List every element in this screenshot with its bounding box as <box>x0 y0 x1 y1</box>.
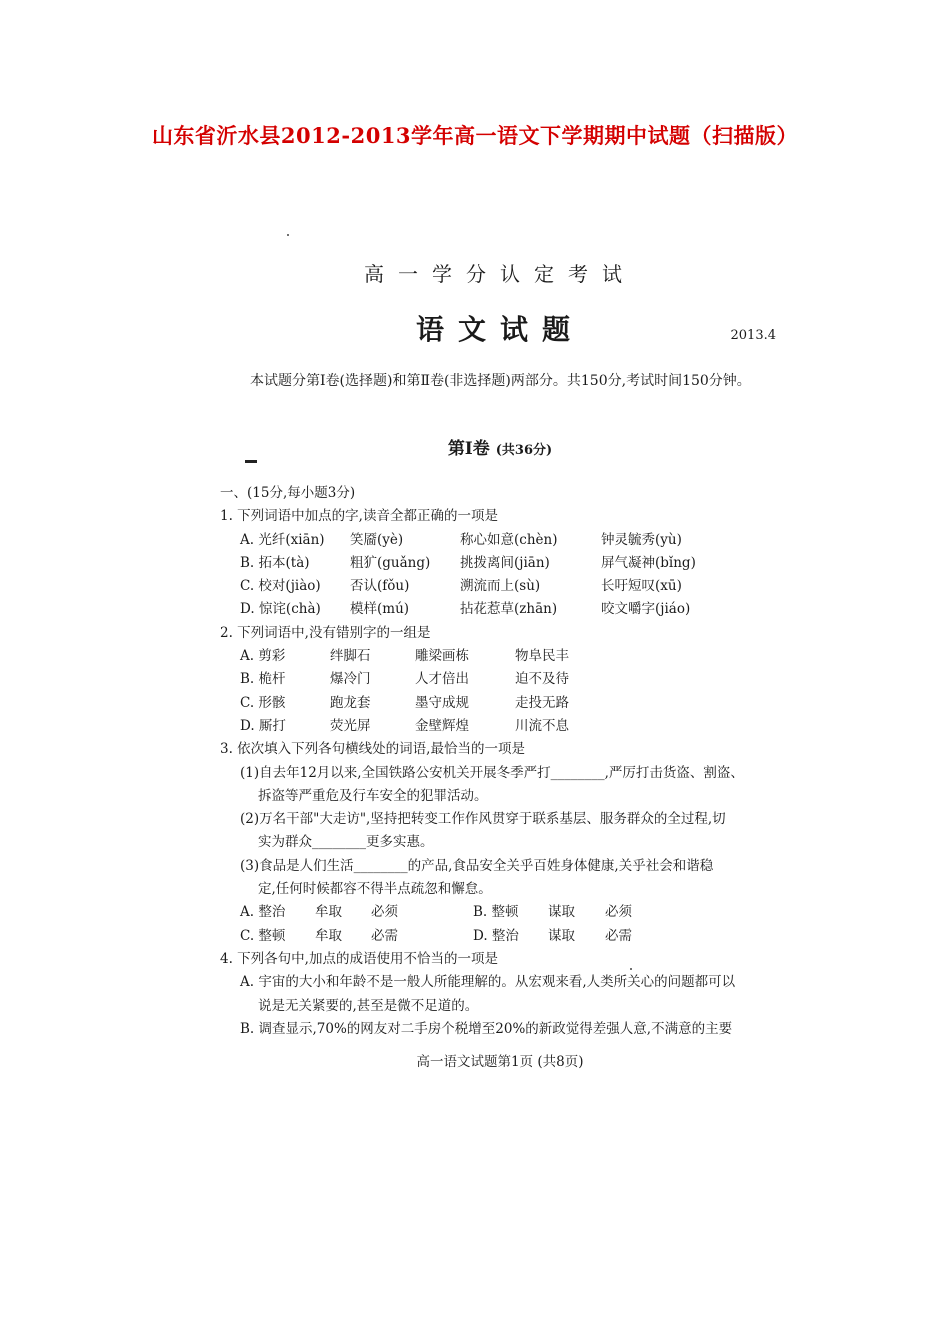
q3-option-row <box>220 925 780 948</box>
exam-header: 高一学分认定考试 <box>364 262 636 286</box>
q2-cell: A. 剪彩 <box>240 648 286 665</box>
q1-cell: 屏气凝神(bǐng) <box>601 554 696 571</box>
q1-cell: B. 拓本(tà) <box>240 554 310 571</box>
q1-cell: 否认(fǒu) <box>350 578 410 595</box>
q3-text-line: 定,任何时候都容不得半点疏忽和懈怠。 <box>258 881 492 898</box>
scanned-exam-page <box>220 230 780 1080</box>
q2-cell: C. 形骸 <box>240 694 286 711</box>
q1-option-row <box>220 598 780 621</box>
exam-instructions: 本试题分第Ⅰ卷(选择题)和第Ⅱ卷(非选择题)两部分。共150分,考试时间150分钟。 <box>250 373 751 389</box>
q3-cell: 牟取 <box>315 927 342 944</box>
q4-stem: 4. 下列各句中,加点的成语使用不恰当的一项是 <box>220 950 498 967</box>
part-heading <box>220 434 780 459</box>
scan-mark <box>245 460 257 463</box>
q2-cell: 跑龙套 <box>330 694 371 711</box>
q3-cell: 谋取 <box>548 927 575 944</box>
part-title: 第Ⅰ卷 <box>447 439 490 459</box>
q2-cell: 金壁辉煌 <box>415 717 469 734</box>
q3-cell: 必须 <box>371 904 398 921</box>
q2-cell: 迫不及待 <box>515 671 569 688</box>
q3-cell: 必需 <box>371 927 398 944</box>
section-heading: 一、(15分,每小题3分) <box>220 485 356 501</box>
q1-cell: 挑拨离间(jiān) <box>460 554 550 571</box>
q4-text-line: B. 调查显示,70%的网友对二手房个税增至20%的新政觉得差强人意,不满意的主要 <box>240 1020 733 1037</box>
q1-option-row <box>220 552 780 575</box>
q1-cell: 模样(mú) <box>350 601 410 618</box>
document-title: 山东省沂水县2012-2013学年高一语文下学期期中试题（扫描版） <box>151 123 799 148</box>
q1-cell: 称心如意(chèn) <box>460 531 558 548</box>
q2-cell: 荧光屏 <box>330 717 371 734</box>
q3-cell: 谋取 <box>548 904 575 921</box>
q1-stem: 1. 下列词语中加点的字,读音全都正确的一项是 <box>220 508 498 525</box>
q2-option-row <box>220 692 780 715</box>
q3-text-line: 实为群众________更多实惠。 <box>258 834 434 851</box>
q1-cell: 粗犷(guǎng) <box>350 554 431 571</box>
exam-date: 2013.4 <box>730 328 776 343</box>
q1-cell: D. 惊诧(chà) <box>240 601 321 618</box>
q1-option-row <box>220 575 780 598</box>
q2-option-row <box>220 715 780 738</box>
q3-cell: 必需 <box>605 927 632 944</box>
q1-cell: 笑靥(yè) <box>350 531 404 548</box>
q3-cell: 牟取 <box>315 904 342 921</box>
q2-cell: B. 桅杆 <box>240 671 286 688</box>
q3-cell: D. 整治 <box>473 927 519 944</box>
q3-cell: B. 整顿 <box>473 904 519 921</box>
q3-cell: A. 整治 <box>240 904 286 921</box>
q1-cell: 钟灵毓秀(yù) <box>601 531 682 548</box>
q2-cell: 爆冷门 <box>330 671 371 688</box>
questions <box>220 482 780 1041</box>
q3-text-line: (2)万名干部"大走访",坚持把转变工作作风贯穿于联系基层、服务群众的全过程,切 <box>240 811 726 828</box>
q2-cell: 绊脚石 <box>330 648 371 665</box>
q2-option-row <box>220 645 780 668</box>
q2-stem: 2. 下列词语中,没有错别字的一组是 <box>220 624 431 641</box>
q1-cell: C. 校对(jiào) <box>240 578 321 595</box>
q2-cell: 物阜民丰 <box>515 648 569 665</box>
q2-cell: 墨守成规 <box>415 694 469 711</box>
q2-option-row <box>220 668 780 691</box>
q1-cell: 溯流而上(sù) <box>460 578 541 595</box>
scan-speck <box>287 234 289 236</box>
subject-title: 语文试题 <box>415 313 584 346</box>
q3-text-line: (1)自去年12月以来,全国铁路公安机关开展冬季严打________,严厉打击货盗、割盗、 <box>240 764 744 781</box>
q4-text-line: 说是无关紧要的,甚至是微不足道的。 <box>258 997 479 1014</box>
q2-cell: D. 厮打 <box>240 717 286 734</box>
q2-cell: 人才倍出 <box>415 671 469 688</box>
scan-speck <box>630 968 632 970</box>
q1-option-row <box>220 529 780 552</box>
q1-cell: 拈花惹草(zhān) <box>460 601 558 618</box>
q3-cell: 必须 <box>605 904 632 921</box>
q1-cell: 咬文嚼字(jiáo) <box>601 601 691 618</box>
q3-stem: 3. 依次填入下列各句横线处的词语,最恰当的一项是 <box>220 741 525 758</box>
q1-cell: 长吁短叹(xū) <box>601 578 682 595</box>
page-footer: 高一语文试题第1页 (共8页) <box>416 1054 584 1070</box>
q2-cell: 川流不息 <box>515 717 569 734</box>
q3-cell: C. 整顿 <box>240 927 286 944</box>
q2-cell: 走投无路 <box>515 694 569 711</box>
q3-text-line: (3)食品是人们生活________的产品,食品安全关乎百姓身体健康,关乎社会和谐稳 <box>240 857 714 874</box>
q3-text-line: 拆盗等严重危及行车安全的犯罪活动。 <box>258 787 488 804</box>
q2-cell: 雕梁画栋 <box>415 648 469 665</box>
q4-text-line: A. 宇宙的大小和年龄不是一般人所能理解的。从宏观来看,人类所关心的问题都可以 <box>240 974 736 991</box>
part-score: (共36分) <box>495 443 553 458</box>
q3-option-row <box>220 901 780 924</box>
q1-cell: A. 光纤(xiān) <box>240 531 325 548</box>
